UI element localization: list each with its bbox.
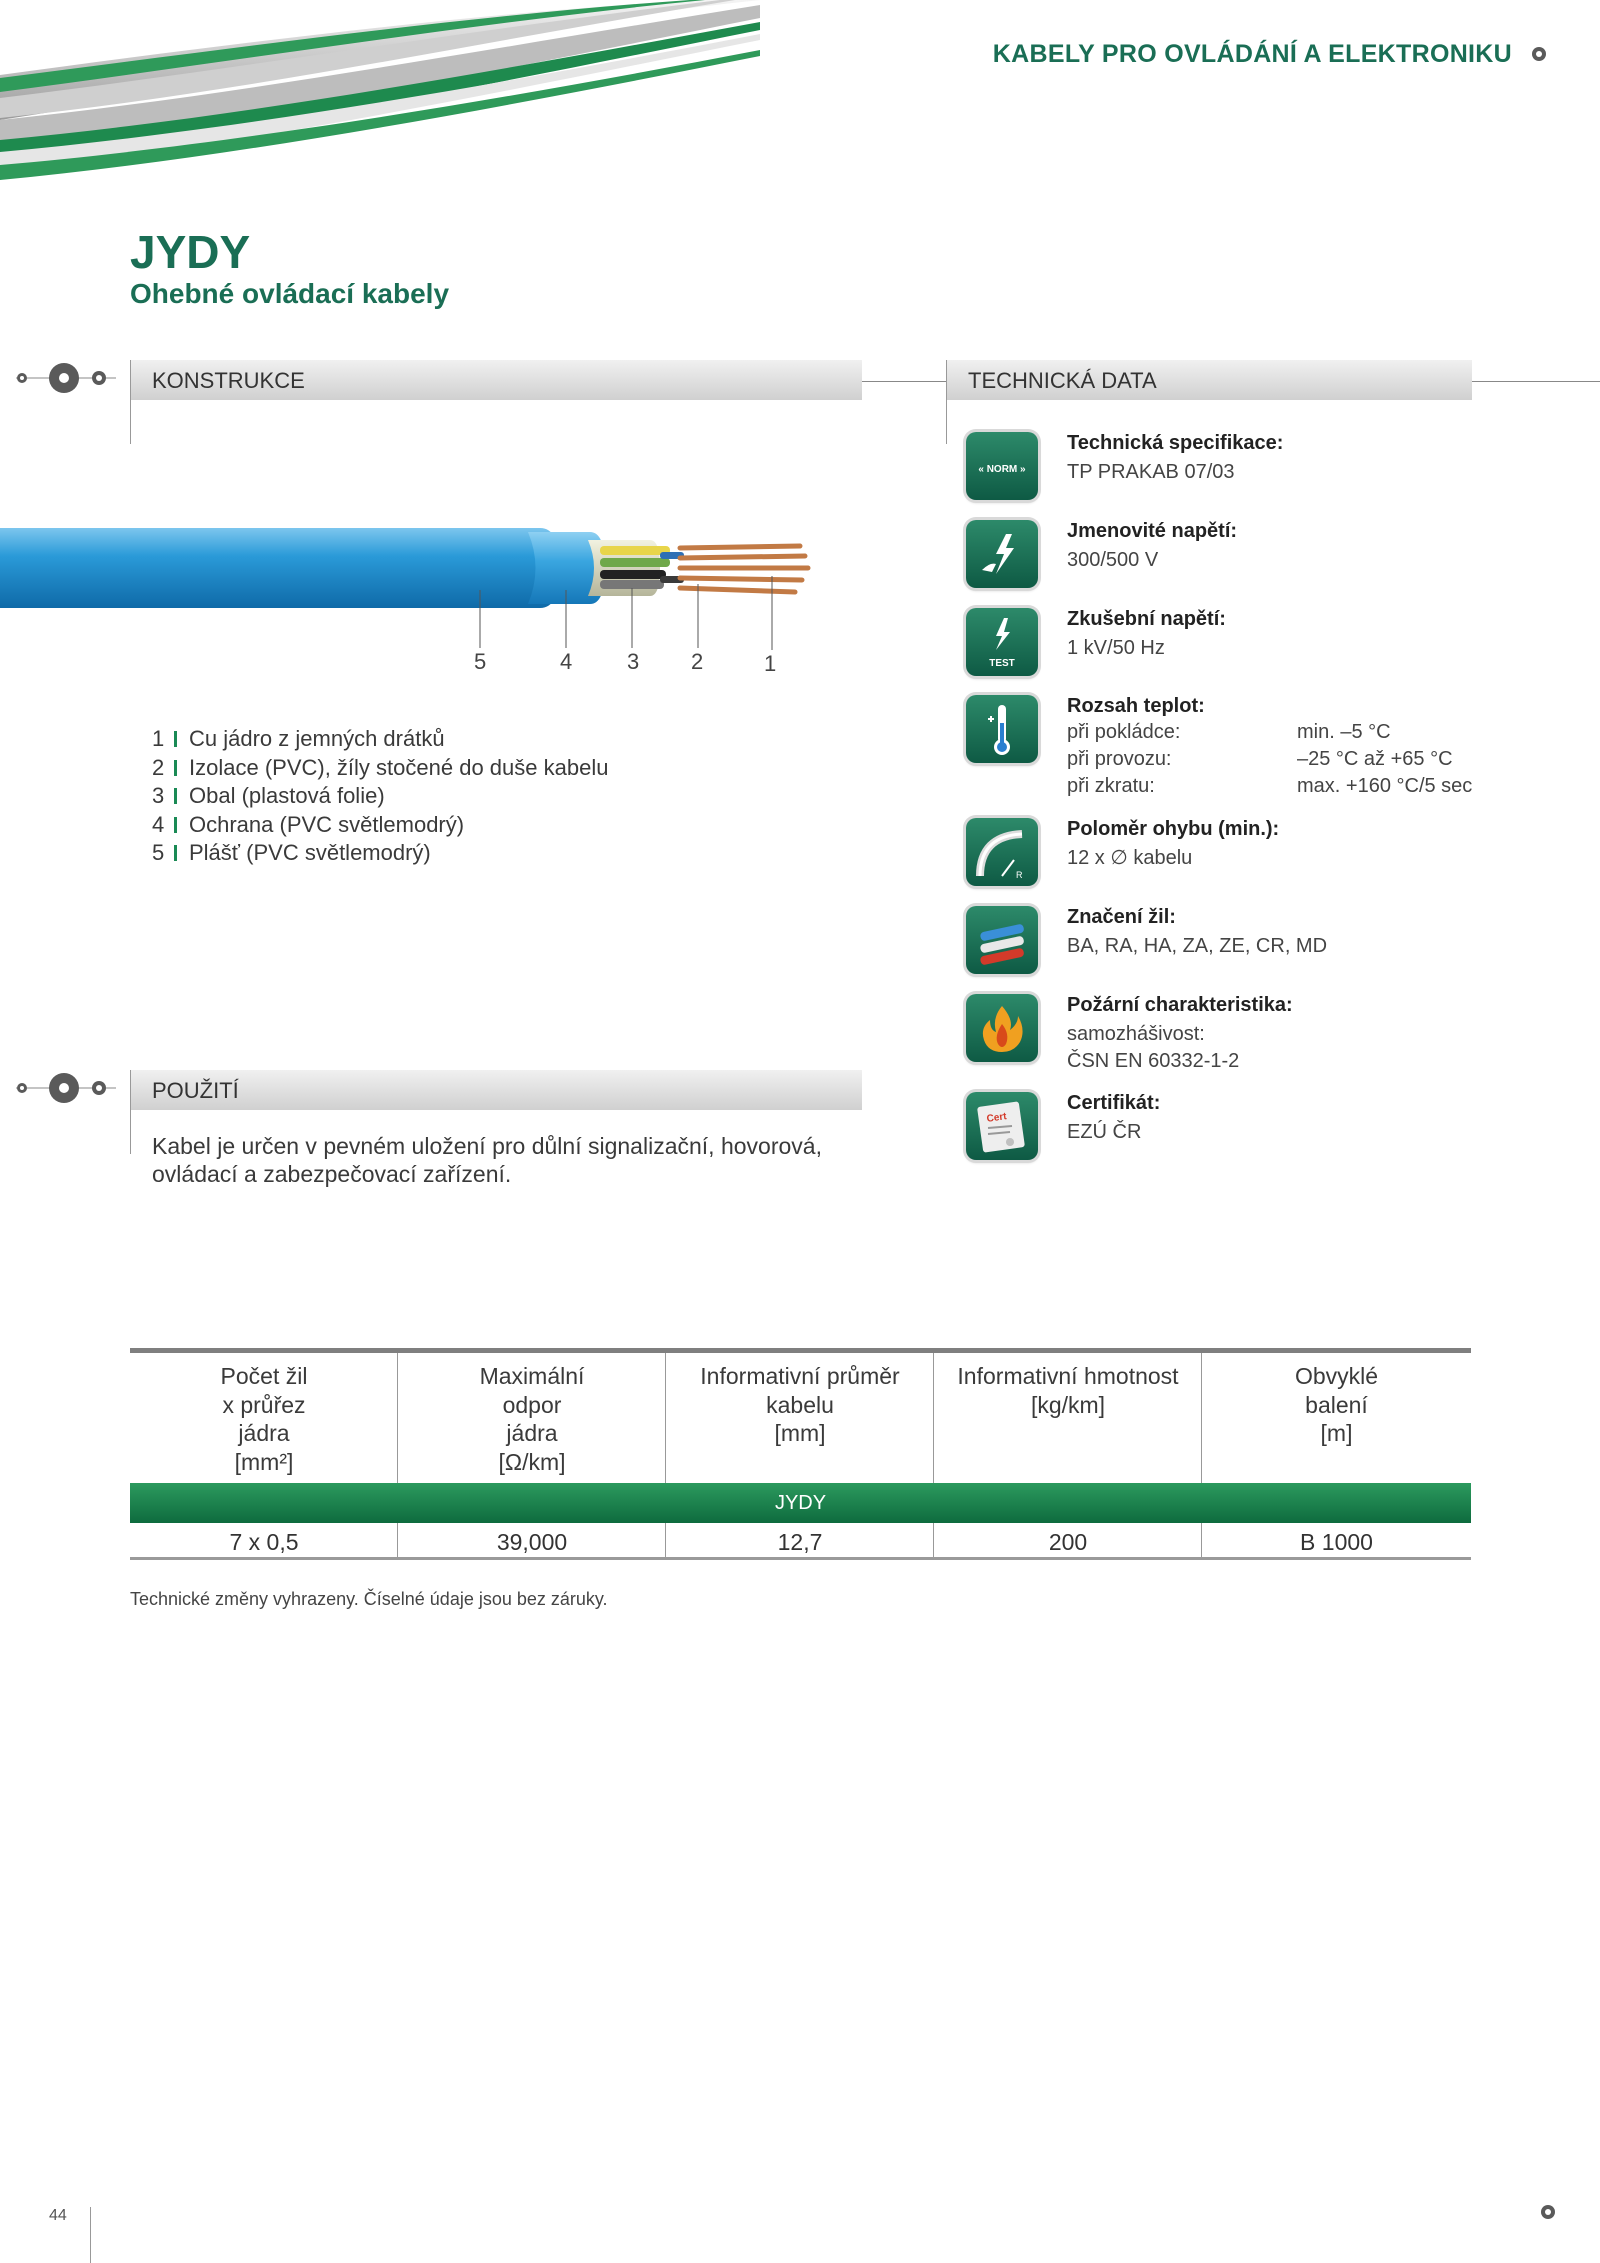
tech-bend-radius: R Poloměr ohybu (min.): 12 x ∅ kabelu <box>966 818 1586 888</box>
footnote: Technické změny vyhrazeny. Číselné údaje jsou bez záruky. <box>130 1589 608 1609</box>
product-name: JYDY <box>130 226 251 278</box>
callout-1: 1 <box>764 651 777 676</box>
construction-list <box>152 725 608 868</box>
svg-text:R: R <box>1016 870 1023 880</box>
footer-dot-icon <box>1541 2205 1555 2219</box>
table-cell: 7 x 0,5 <box>229 1529 299 1555</box>
callout-4: 4 <box>560 649 573 674</box>
tech-core-marking: Značení žil: BA, RA, HA, ZA, ZE, CR, MD <box>966 906 1586 976</box>
callout-2: 2 <box>691 649 704 674</box>
table-header-cell: Obvyklé balení [m] <box>1294 1363 1379 1446</box>
tech-nominal-voltage: Jmenovité napětí: 300/500 V <box>966 520 1586 590</box>
callout-3: 3 <box>627 649 640 674</box>
list-item: 4 Ochrana (PVC světlemodrý) <box>152 811 465 837</box>
thermometer-icon <box>966 695 1038 763</box>
cable-cross-section-image <box>0 480 900 680</box>
cable-banner-graphic <box>0 0 760 190</box>
section-bullets-icon <box>16 1070 116 1110</box>
table-cell: B 1000 <box>1300 1529 1373 1555</box>
callout-5: 5 <box>474 649 487 674</box>
table-cell: 200 <box>1048 1529 1088 1555</box>
technical-heading: TECHNICKÁ DATA <box>968 368 1157 393</box>
page-number: 44 <box>49 2207 67 2224</box>
tech-test-voltage: TEST Zkušební napětí: 1 kV/50 Hz <box>966 608 1586 678</box>
temp-row: při pokládce: min. –5 °C <box>1067 721 1391 743</box>
temp-row: při provozu: –25 °C až +65 °C <box>1067 748 1453 770</box>
colored-cores-icon <box>966 906 1038 974</box>
norm-icon <box>966 432 1038 500</box>
construction-heading: KONSTRUKCE <box>152 368 305 393</box>
header-title: KABELY PRO OVLÁDÁNÍ A ELEKTRONIKU <box>992 40 1512 68</box>
table-cell: 12,7 <box>777 1529 823 1555</box>
test-lightning-icon <box>966 608 1038 676</box>
list-item: 1 Cu jádro z jemných drátků <box>152 726 445 751</box>
lightning-hand-icon <box>966 520 1038 588</box>
bend-radius-icon <box>966 818 1038 886</box>
tech-certificate: Cert Certifikát: EZÚ ČR <box>966 1092 1586 1162</box>
svg-text:TEST: TEST <box>989 658 1015 669</box>
table-header-cell: Maximální odpor jádra [Ω/km] <box>479 1363 585 1475</box>
tech-spec: « NORM » Technická specifikace: TP PRAKAB 07/03 <box>966 432 1586 502</box>
fire-icon <box>966 994 1038 1062</box>
usage-text: Kabel je určen v pevném uložení pro důlní signalizační, hovorová, ovládací a zabezpečovací zařízení. <box>152 1133 822 1187</box>
table-cell: 39,000 <box>496 1529 568 1555</box>
list-item: 3 Obal (plastová folie) <box>152 783 385 808</box>
list-item: 5 Plášť (PVC světlemodrý) <box>152 840 431 865</box>
svg-text:« NORM »: « NORM » <box>978 464 1026 475</box>
svg-text:Cert: Cert <box>986 1111 1008 1125</box>
product-subtitle: Ohebné ovládací kabely <box>130 278 450 309</box>
table-header-cell: Počet žil x průřez jádra [mm²] <box>220 1363 308 1475</box>
temp-row: při zkratu: max. +160 °C/5 sec <box>1067 775 1473 797</box>
header-dot-icon <box>1532 47 1546 61</box>
usage-heading: POUŽITÍ <box>152 1078 239 1103</box>
table-header-cell: Informativní průměr kabelu [mm] <box>700 1363 900 1446</box>
table-header-cell: Informativní hmotnost [kg/km] <box>957 1363 1179 1418</box>
tech-temperature: Rozsah teplot: při pokládce: min. –5 °C při provozu: –25 °C až +65 °C při zkratu: max. +160 °C/5 sec <box>966 695 1586 805</box>
certificate-icon <box>966 1092 1038 1160</box>
section-bullets-icon <box>16 360 116 400</box>
usage-section-bar <box>130 1070 862 1110</box>
list-item: 2 Izolace (PVC), žíly stočené do duše kabelu <box>152 754 609 780</box>
table-group-band: JYDY <box>130 1483 1471 1523</box>
tech-fire: Požární charakteristika: samozhášivost: ČSN EN 60332-1-2 <box>966 994 1586 1074</box>
